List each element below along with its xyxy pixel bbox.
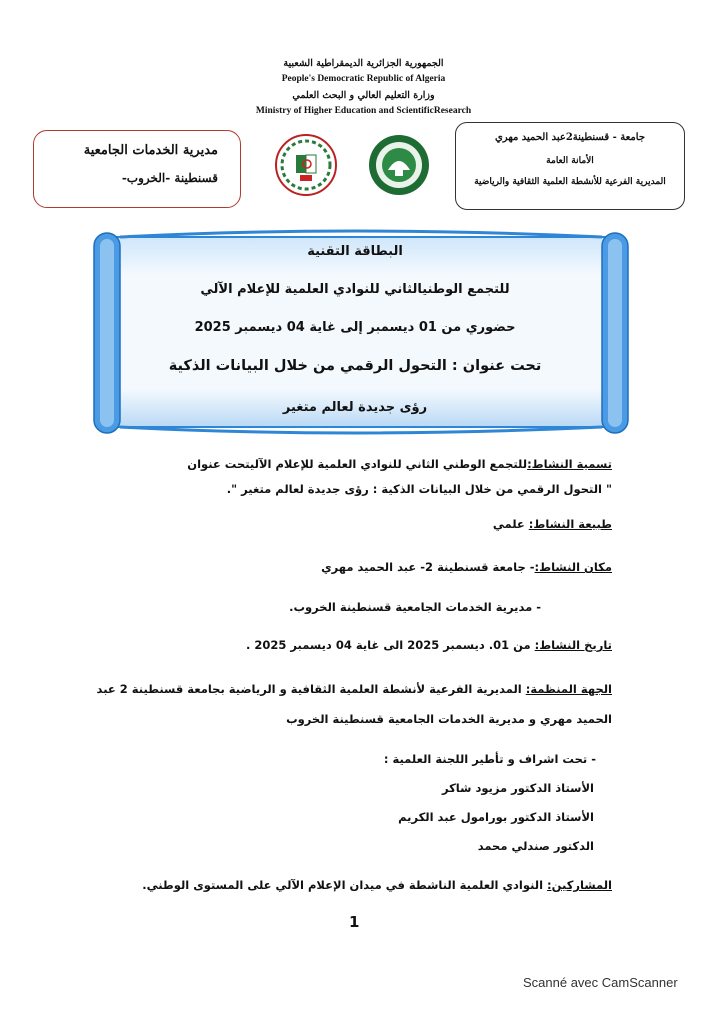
activity-name-label: تسمية النشاط: xyxy=(527,457,612,471)
header-line-ministry-en: Ministry of Higher Education and ScientificResearch xyxy=(255,106,472,116)
activity-place-line2: - مديرية الخدمات الجامعية قسنطينة الخروب. xyxy=(289,600,541,614)
committee-member: الأستاذ الدكتور مزيود شاكر xyxy=(441,781,594,795)
participants-value: النوادي العلمية الناشطة في ميدان الإعلام الآلي على المستوى الوطني. xyxy=(142,878,548,892)
activity-nature-label: طبيعة النشاط: xyxy=(528,517,612,531)
committee-heading: - تحت اشراف و تأطير اللجنة العلمية : xyxy=(383,752,596,766)
activity-name-value: للتجمع الوطني الثاني للنوادي العلمية للإعلام الآليتحت عنوان xyxy=(187,457,528,471)
activity-place-value: - جامعة قسنطينة 2- عبد الحميد مهري xyxy=(321,560,535,574)
organizer-line2: الحميد مهري و مديرية الخدمات الجامعية قسنطينة الخروب xyxy=(286,712,612,726)
university-seal-logo xyxy=(368,134,430,196)
activity-nature-value: علمي xyxy=(492,517,529,531)
activity-place xyxy=(321,560,612,574)
activity-date-value: من 01. ديسمبر 2025 الى غاية 04 ديسمبر 2025 . xyxy=(245,638,535,652)
scroll-tagline: رؤى جديدة لعالم متغير xyxy=(282,400,428,415)
scroll-title: البطاقة التقنية xyxy=(307,244,403,259)
activity-name-line2: " التحول الرقمي من خلال البيانات الذكية : رؤى جديدة لعالم متغير ". xyxy=(226,482,612,496)
committee-member: الدكتور صندلي محمد xyxy=(477,839,594,853)
general-secretariat: الأمانة العامة xyxy=(546,156,594,166)
organizer-label: الجهة المنظمة: xyxy=(525,682,612,696)
activity-date-label: تاريخ النشاط: xyxy=(534,638,612,652)
directorate-box xyxy=(33,130,241,208)
scroll-theme: تحت عنوان : التحول الرقمي من خلال البيانات الذكية xyxy=(168,358,542,374)
university-box xyxy=(455,122,685,210)
activity-name xyxy=(187,457,612,471)
organizer-value: المديرية الفرعية لأنشطة العلمية الثقافية و الرياضية بجامعة قسنطينة 2 عبد xyxy=(96,682,526,696)
organizer xyxy=(97,682,612,696)
activity-place-label: مكان النشاط: xyxy=(534,560,612,574)
scroll-dates: حضوري من 01 ديسمبر إلى غاية 04 ديسمبر 2025 xyxy=(194,320,516,335)
ministry-emblem-logo xyxy=(274,133,338,197)
directorate-city: قسنطينة -الخروب- xyxy=(121,171,218,185)
header-line-republic-en: People's Democratic Republic of Algeria xyxy=(281,74,446,84)
header-line-republic-ar: الجمهورية الجزائرية الديمقراطية الشعبية xyxy=(283,58,444,69)
university-name: جامعة - قسنطينة2عبد الحميد مهري xyxy=(494,132,645,143)
header-line-ministry-ar: وزارة التعليم العالي و البحث العلمي xyxy=(292,90,435,101)
participants-label: المشاركين: xyxy=(547,878,612,892)
directorate-name: مديرية الخدمات الجامعية xyxy=(83,143,218,158)
sub-directorate-name: المديرية الفرعية للأنشطة العلمية الثقافية والرياضية xyxy=(474,177,666,187)
activity-date xyxy=(246,638,612,652)
activity-nature xyxy=(493,517,612,531)
participants xyxy=(142,878,612,892)
scroll-subtitle: للتجمع الوطنيالثاني للنوادي العلمية للإعلام الآلي xyxy=(200,282,510,297)
committee-member: الأستاذ الدكتور بورامول عبد الكريم xyxy=(398,810,594,824)
page-number: 1 xyxy=(349,913,360,931)
scanner-watermark: Scanné avec CamScanner xyxy=(523,975,678,990)
